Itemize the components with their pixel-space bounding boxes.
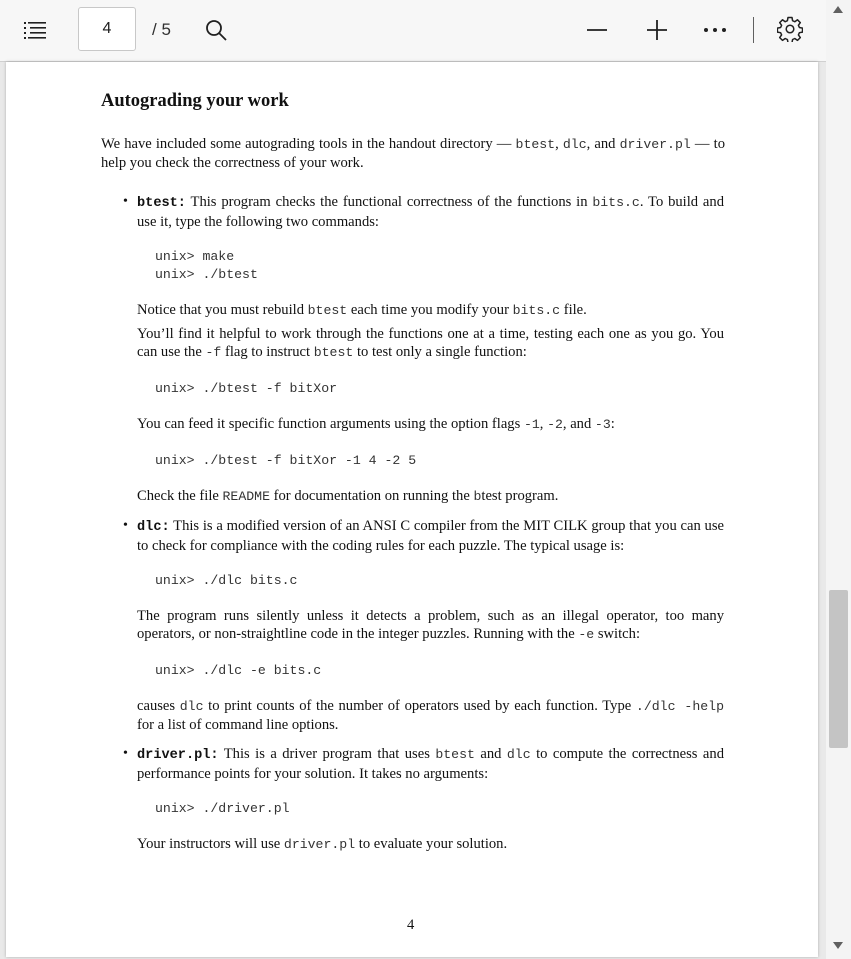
- zoom-in-button[interactable]: [640, 14, 674, 46]
- btest-feed: You can feed it specific function arguments using the option flags -1, -2, and -3:: [137, 416, 615, 432]
- btest-check: Check the file README for documentation on running the btest program.: [137, 488, 559, 504]
- scrollbar-thumb[interactable]: [829, 590, 848, 748]
- code-line: unix> ./driver.pl: [155, 801, 290, 816]
- btest-notice: Notice that you must rebuild btest each time you modify your bits.c file.: [137, 302, 587, 318]
- search-icon[interactable]: [200, 14, 232, 46]
- page-number-input[interactable]: 4: [78, 7, 136, 51]
- btest-helpful: You’ll find it helpful to work through the functions one at a time, testing each one as you go. You can use the -f flag to instruct btest to test only a single function:: [137, 326, 724, 360]
- driver-description: driver.pl: This is a driver program that uses btest and dlc to compute the correctness and performance points for your solution. It takes no arguments:: [137, 746, 724, 782]
- code-line: unix> ./dlc -e bits.c: [155, 663, 322, 678]
- table-of-contents-icon[interactable]: [18, 14, 54, 46]
- scroll-up-icon[interactable]: [833, 6, 843, 13]
- code-line: unix> ./btest: [155, 267, 258, 282]
- code-line: unix> ./btest -f bitXor -1 4 -2 5: [155, 453, 417, 468]
- zoom-out-button[interactable]: [580, 14, 614, 46]
- page-total-label: / 5: [152, 20, 171, 39]
- section-heading: Autograding your work: [101, 91, 289, 111]
- code-line: unix> ./btest -f bitXor: [155, 381, 338, 396]
- minus-icon: [586, 19, 608, 41]
- dlc-description: dlc: This is a modified version of an ANSI C compiler from the MIT CILK group that you can use to check for compliance with the coding rules for each puzzle. The typical usage is:: [137, 518, 724, 554]
- driver-use: Your instructors will use driver.pl to evaluate your solution.: [137, 836, 508, 852]
- code-line: unix> ./dlc bits.c: [155, 573, 298, 588]
- more-options-icon[interactable]: [698, 14, 732, 46]
- pdf-toolbar: [0, 0, 826, 62]
- vertical-scrollbar[interactable]: [826, 0, 851, 959]
- intro-paragraph: We have included some autograding tools in the handout directory — btest, dlc, and driver.pl — to help you check the correctness of your work.: [101, 136, 725, 171]
- pdf-page: [6, 62, 818, 957]
- btest-description: btest: This program checks the functional correctness of the functions in bits.c. To build and use it, type the following two commands:: [137, 194, 725, 230]
- plus-icon: [646, 19, 668, 41]
- page-footer-number: 4: [407, 917, 415, 933]
- bullet-marker: •: [123, 746, 128, 761]
- scroll-down-icon[interactable]: [833, 942, 843, 949]
- code-line: unix> make: [155, 249, 235, 264]
- dlc-causes: causes dlc to print counts of the number of operators used by each function. Type ./dlc -help for a list of command line options.: [137, 698, 724, 733]
- bullet-marker: •: [123, 194, 128, 209]
- dlc-runs: The program runs silently unless it detects a problem, such as an illegal operator, too many operators, or non-straightline code in the integer puzzles. Running with the -e switch:: [137, 608, 724, 642]
- toolbar-divider: [753, 17, 754, 43]
- bullet-marker: •: [123, 518, 128, 533]
- gear-icon[interactable]: [774, 13, 806, 45]
